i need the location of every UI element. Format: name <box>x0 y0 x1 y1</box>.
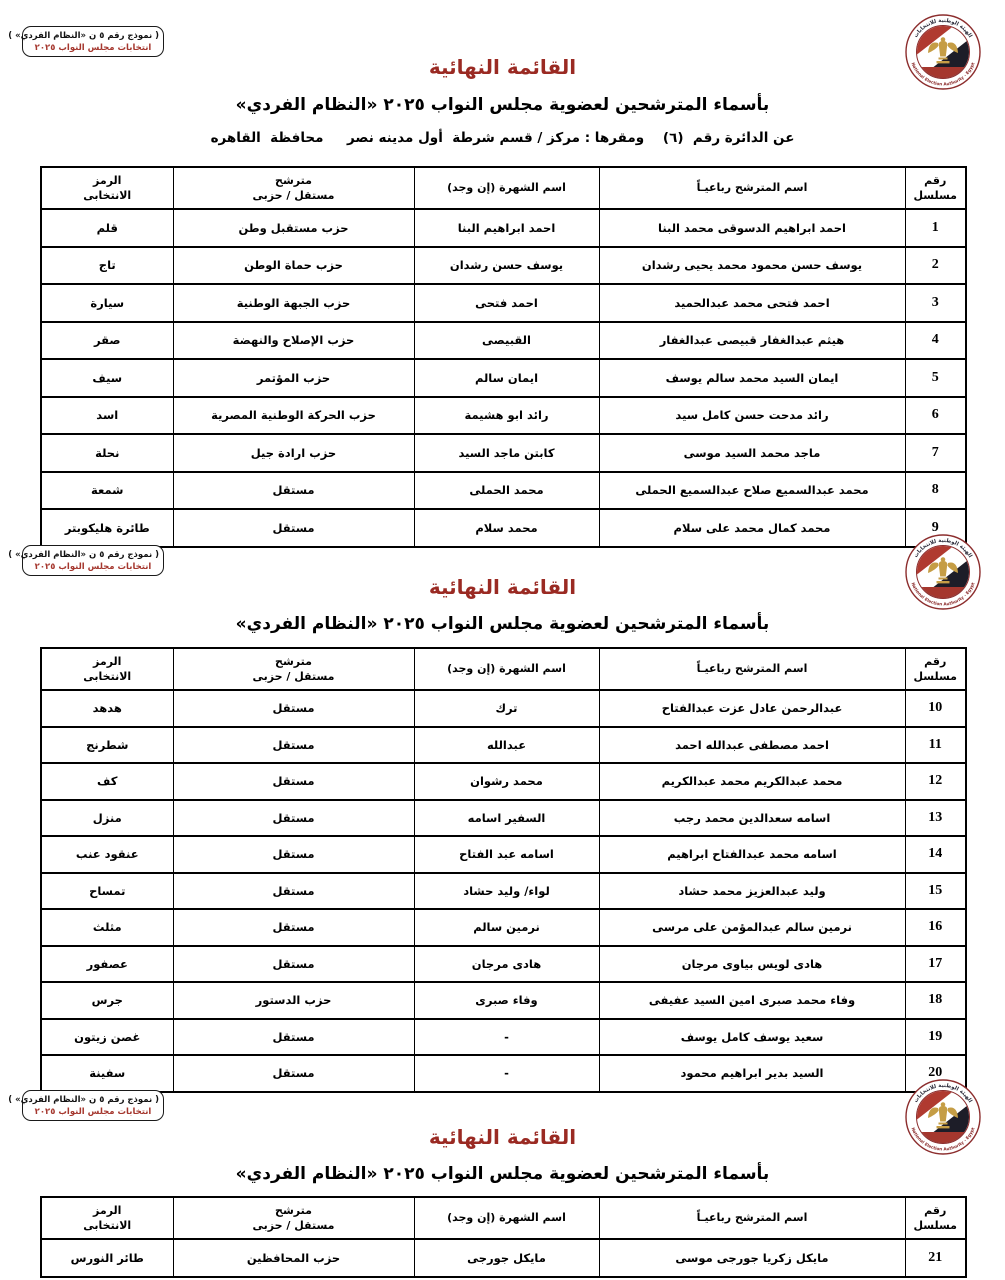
table-row <box>41 359 966 397</box>
table-row <box>41 836 966 873</box>
cell-affiliation: مستقل <box>173 1055 414 1092</box>
table-row <box>41 1055 966 1092</box>
header-serial-line2: مسلسل <box>913 670 957 683</box>
cell-known-as: ايمان سالم <box>414 359 599 397</box>
table-row <box>41 873 966 910</box>
candidates-title: بأسماء المترشحين لعضوية مجلس النواب ٢٠٢٥ «النظام الفردي» <box>235 95 770 115</box>
header-row <box>41 1197 966 1239</box>
cell-known-as: يوسف حسن رشدان <box>414 247 599 285</box>
cell-known-as: - <box>414 1019 599 1056</box>
final-list-title: القائمة النهائية <box>428 575 577 599</box>
cell-serial: 9 <box>905 509 966 547</box>
cell-known-as: - <box>414 1055 599 1092</box>
cell-known-as: رائد ابو هشيمة <box>414 397 599 435</box>
header-candidate-name: اسم المترشح رباعيـاً <box>599 1197 905 1239</box>
cell-candidate-name: رائد مدحت حسن كامل سيد <box>599 397 905 435</box>
header-affiliation-line2: مستقل / حزبى <box>252 1219 335 1232</box>
header-serial-line2: مسلسل <box>913 1219 957 1232</box>
header-serial <box>905 1197 966 1239</box>
cell-known-as: نرمين سالم <box>414 909 599 946</box>
cell-symbol: منزل <box>41 800 173 837</box>
table-row <box>41 982 966 1019</box>
header-serial-line2: مسلسل <box>913 189 957 202</box>
cell-affiliation: حزب الجبهة الوطنية <box>173 284 414 322</box>
cell-symbol: سفينة <box>41 1055 173 1092</box>
district-line: عن الدائرة رقم (٦) ومقرها : مركز / قسم شرطة أول مدينه نصر محافظة القاهره <box>210 130 795 146</box>
cell-known-as: احمد فتحى <box>414 284 599 322</box>
cell-symbol: غصن زيتون <box>41 1019 173 1056</box>
table-row <box>41 909 966 946</box>
header-candidate-name: اسم المترشح رباعيـاً <box>599 648 905 690</box>
form-box-line2: انتخابات مجلس النواب ٢٠٢٥ <box>34 561 152 572</box>
cell-affiliation: مستقل <box>173 690 414 727</box>
header-known-as: اسم الشهرة (إن وجد) <box>414 1197 599 1239</box>
header-symbol-line1: الرمز <box>93 654 122 668</box>
cell-serial: 12 <box>905 763 966 800</box>
header-serial-line1: رقم <box>924 173 947 187</box>
table-row <box>41 763 966 800</box>
cell-affiliation: حزب مستقبل وطن <box>173 209 414 247</box>
cell-affiliation: مستقل <box>173 946 414 983</box>
form-box-line2: انتخابات مجلس النواب ٢٠٢٥ <box>34 1106 152 1117</box>
cell-serial: 1 <box>905 209 966 247</box>
form-number-box <box>8 545 164 576</box>
cell-candidate-name: ماجد محمد السيد موسى <box>599 434 905 472</box>
header-affiliation-line1: مترشح <box>275 1203 312 1217</box>
cell-affiliation: حزب ارادة جيل <box>173 434 414 472</box>
form-box-line2: انتخابات مجلس النواب ٢٠٢٥ <box>34 42 152 53</box>
candidates-table-1 <box>40 166 967 548</box>
header-symbol <box>41 648 173 690</box>
candidates-tbody <box>41 209 966 547</box>
form-number-box <box>8 26 164 57</box>
cell-serial: 4 <box>905 322 966 360</box>
cell-known-as: وفاء صبرى <box>414 982 599 1019</box>
cell-candidate-name: يوسف حسن محمود محمد يحيى رشدان <box>599 247 905 285</box>
table-row <box>41 322 966 360</box>
cell-affiliation: مستقل <box>173 800 414 837</box>
cell-symbol: شمعة <box>41 472 173 510</box>
cell-symbol: سيارة <box>41 284 173 322</box>
header-symbol-line1: الرمز <box>93 1203 122 1217</box>
cell-affiliation: حزب الإصلاح والنهضة <box>173 322 414 360</box>
cell-symbol: تاج <box>41 247 173 285</box>
cell-serial: 5 <box>905 359 966 397</box>
cell-candidate-name: احمد مصطفى عبدالله احمد <box>599 727 905 764</box>
cell-symbol: عنقود عنب <box>41 836 173 873</box>
cell-known-as: محمد رشوان <box>414 763 599 800</box>
cell-candidate-name: احمد فتحى محمد عبدالحميد <box>599 284 905 322</box>
cell-known-as: عبدالله <box>414 727 599 764</box>
candidates-title: بأسماء المترشحين لعضوية مجلس النواب ٢٠٢٥ «النظام الفردي» <box>235 1164 770 1184</box>
header-affiliation-line1: مترشح <box>275 654 312 668</box>
cell-candidate-name: اسامه محمد عبدالفتاح ابراهيم <box>599 836 905 873</box>
cell-known-as: اسامه عبد الفتاح <box>414 836 599 873</box>
cell-known-as: كابتن ماجد السيد <box>414 434 599 472</box>
cell-affiliation: حزب حماة الوطن <box>173 247 414 285</box>
header-symbol-line1: الرمز <box>93 173 122 187</box>
cell-serial: 16 <box>905 909 966 946</box>
header-serial-line1: رقم <box>924 1203 947 1217</box>
cell-serial: 3 <box>905 284 966 322</box>
cell-affiliation: مستقل <box>173 509 414 547</box>
cell-candidate-name: السيد بدير ابراهيم محمود <box>599 1055 905 1092</box>
header-affiliation <box>173 648 414 690</box>
cell-affiliation: حزب الدستور <box>173 982 414 1019</box>
cell-candidate-name: هادى لويس بياوى مرجان <box>599 946 905 983</box>
form-number-box <box>8 1090 164 1121</box>
cell-symbol: اسد <box>41 397 173 435</box>
cell-candidate-name: اسامه سعدالدين محمد رجب <box>599 800 905 837</box>
header-symbol <box>41 1197 173 1239</box>
cell-serial: 19 <box>905 1019 966 1056</box>
cell-affiliation: مستقل <box>173 909 414 946</box>
cell-candidate-name: محمد عبدالكريم محمد عبدالكريم <box>599 763 905 800</box>
candidates-table-2 <box>40 647 967 1093</box>
header-affiliation-line1: مترشح <box>275 173 312 187</box>
table-row <box>41 509 966 547</box>
final-list-title: القائمة النهائية <box>428 55 577 79</box>
cell-symbol: سيف <box>41 359 173 397</box>
cell-symbol: عصفور <box>41 946 173 983</box>
table-row <box>41 1019 966 1056</box>
cell-serial: 8 <box>905 472 966 510</box>
candidates-title: بأسماء المترشحين لعضوية مجلس النواب ٢٠٢٥ «النظام الفردي» <box>235 614 770 634</box>
header-serial <box>905 167 966 209</box>
header-known-as: اسم الشهرة (إن وجد) <box>414 648 599 690</box>
cell-serial: 15 <box>905 873 966 910</box>
cell-known-as: القبيصى <box>414 322 599 360</box>
table-row <box>41 209 966 247</box>
table-row <box>41 472 966 510</box>
header-serial-line1: رقم <box>924 654 947 668</box>
cell-affiliation: حزب المؤتمر <box>173 359 414 397</box>
cell-known-as: مايكل جورجى <box>414 1239 599 1277</box>
candidates-tbody <box>41 690 966 1092</box>
table-row <box>41 434 966 472</box>
cell-affiliation: مستقل <box>173 472 414 510</box>
form-box-line1: ( نموذج رقم ٥ ن «النظام الفردي» ) <box>8 550 159 560</box>
table-row <box>41 397 966 435</box>
cell-candidate-name: محمد كمال محمد على سلام <box>599 509 905 547</box>
cell-candidate-name: عبدالرحمن عادل عزت عبدالفتاح <box>599 690 905 727</box>
cell-serial: 11 <box>905 727 966 764</box>
header-row <box>41 167 966 209</box>
cell-serial: 13 <box>905 800 966 837</box>
header-affiliation <box>173 1197 414 1239</box>
cell-affiliation: حزب الحركة الوطنية المصرية <box>173 397 414 435</box>
cell-symbol: كف <box>41 763 173 800</box>
cell-symbol: تمساح <box>41 873 173 910</box>
cell-serial: 17 <box>905 946 966 983</box>
cell-candidate-name: هيثم عبدالغفار قبيصى عبدالغفار <box>599 322 905 360</box>
cell-candidate-name: ايمان السيد محمد سالم يوسف <box>599 359 905 397</box>
cell-affiliation: مستقل <box>173 1019 414 1056</box>
cell-serial: 20 <box>905 1055 966 1092</box>
header-affiliation <box>173 167 414 209</box>
header-affiliation-line2: مستقل / حزبى <box>252 189 335 202</box>
cell-serial: 6 <box>905 397 966 435</box>
cell-symbol: قلم <box>41 209 173 247</box>
cell-candidate-name: نرمين سالم عبدالمؤمن على مرسى <box>599 909 905 946</box>
header-symbol-line2: الانتخابى <box>83 670 132 683</box>
header-symbol-line2: الانتخابى <box>83 1219 132 1232</box>
header-known-as: اسم الشهرة (إن وجد) <box>414 167 599 209</box>
cell-candidate-name: وفاء محمد صبرى امين السيد عفيفى <box>599 982 905 1019</box>
cell-candidate-name: محمد عبدالسميع صلاح عبدالسميع الحملى <box>599 472 905 510</box>
cell-serial: 21 <box>905 1239 966 1277</box>
header-row <box>41 648 966 690</box>
cell-symbol: جرس <box>41 982 173 1019</box>
cell-serial: 18 <box>905 982 966 1019</box>
table-row <box>41 946 966 983</box>
cell-known-as: هادى مرجان <box>414 946 599 983</box>
cell-symbol: صقر <box>41 322 173 360</box>
cell-known-as: السفير اسامه <box>414 800 599 837</box>
cell-known-as: ترك <box>414 690 599 727</box>
table-row <box>41 1239 966 1277</box>
cell-candidate-name: مايكل زكريا جورجى موسى <box>599 1239 905 1277</box>
header-symbol-line2: الانتخابى <box>83 189 132 202</box>
cell-known-as: احمد ابراهيم البنا <box>414 209 599 247</box>
cell-known-as: محمد الحملى <box>414 472 599 510</box>
cell-affiliation: مستقل <box>173 727 414 764</box>
header-serial <box>905 648 966 690</box>
table-row <box>41 284 966 322</box>
final-list-title: القائمة النهائية <box>428 1125 577 1149</box>
header-affiliation-line2: مستقل / حزبى <box>252 670 335 683</box>
form-box-line1: ( نموذج رقم ٥ ن «النظام الفردي» ) <box>8 1095 159 1105</box>
candidates-table-3 <box>40 1196 967 1278</box>
cell-serial: 2 <box>905 247 966 285</box>
cell-symbol: مثلث <box>41 909 173 946</box>
form-box-line1: ( نموذج رقم ٥ ن «النظام الفردي» ) <box>8 31 159 41</box>
cell-serial: 7 <box>905 434 966 472</box>
cell-serial: 14 <box>905 836 966 873</box>
cell-affiliation: مستقل <box>173 763 414 800</box>
cell-affiliation: حزب المحافظين <box>173 1239 414 1277</box>
cell-affiliation: مستقل <box>173 873 414 910</box>
cell-symbol: هدهد <box>41 690 173 727</box>
header-symbol <box>41 167 173 209</box>
cell-known-as: لواء/ وليد حشاد <box>414 873 599 910</box>
cell-affiliation: مستقل <box>173 836 414 873</box>
table-row <box>41 800 966 837</box>
cell-candidate-name: وليد عبدالعزيز محمد حشاد <box>599 873 905 910</box>
cell-known-as: محمد سلام <box>414 509 599 547</box>
cell-symbol: طائر النورس <box>41 1239 173 1277</box>
cell-symbol: نحلة <box>41 434 173 472</box>
table-row <box>41 727 966 764</box>
header-candidate-name: اسم المترشح رباعيـاً <box>599 167 905 209</box>
cell-symbol: طائرة هليكوبتر <box>41 509 173 547</box>
cell-serial: 10 <box>905 690 966 727</box>
candidates-tbody <box>41 1239 966 1277</box>
cell-symbol: شطرنج <box>41 727 173 764</box>
cell-candidate-name: احمد ابراهيم الدسوقى محمد البنا <box>599 209 905 247</box>
table-row <box>41 690 966 727</box>
cell-candidate-name: سعيد يوسف كامل يوسف <box>599 1019 905 1056</box>
table-row <box>41 247 966 285</box>
